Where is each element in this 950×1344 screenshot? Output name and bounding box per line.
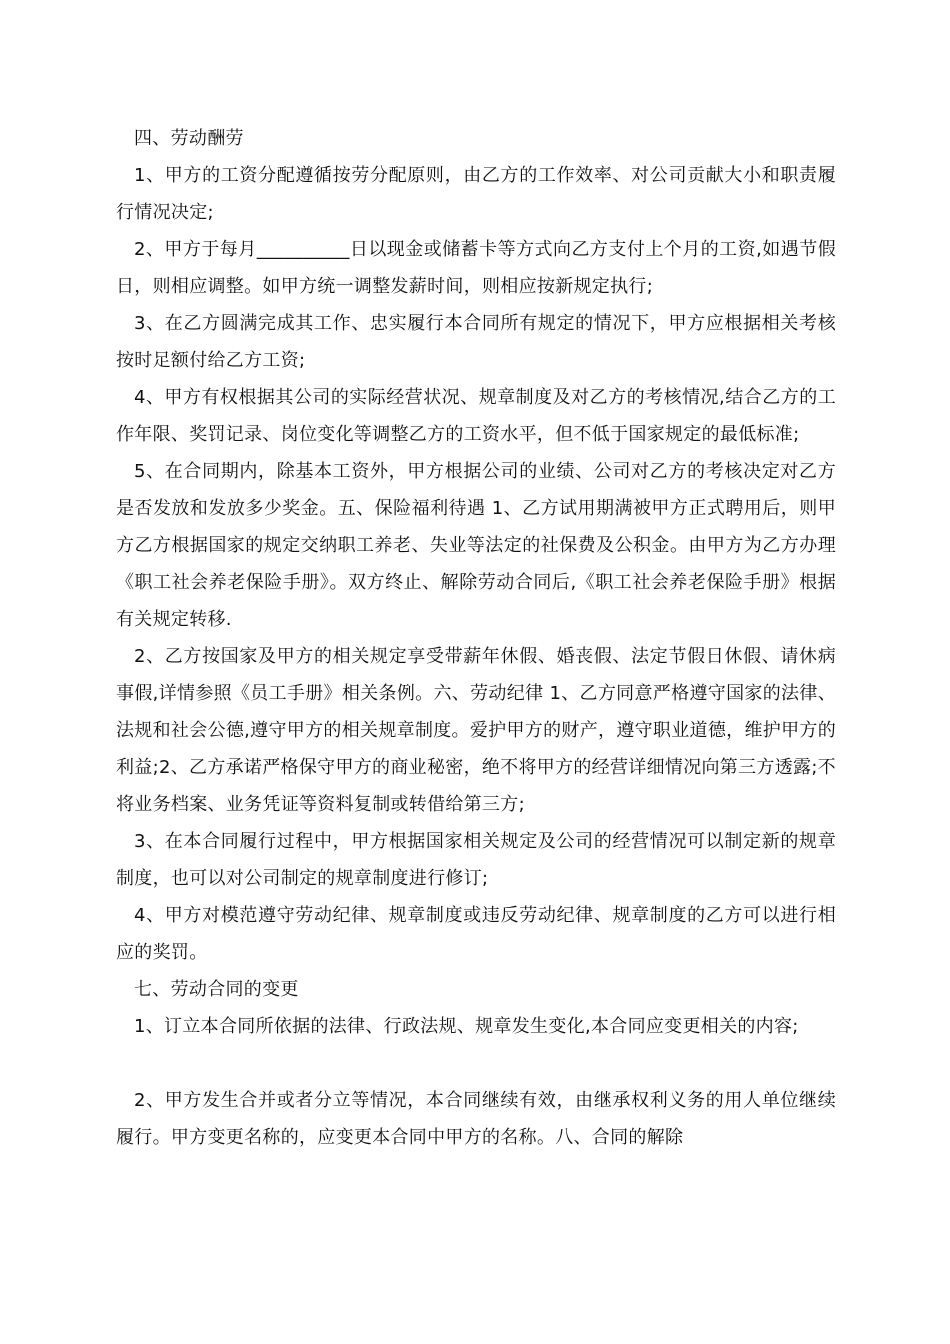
paragraph-discipline-3: 3、在本合同履行过程中，甲方根据国家相关规定及公司的经营情况可以制定新的规章制度，也可以对公司制定的规章制度进行修订; <box>116 831 836 889</box>
paragraph-pay-2: 2、甲方于每月__________日以现金或储蓄卡等方式向乙方支付上个月的工资,如遇节假日，则相应调整。如甲方统一调整发薪时间，则相应按新规定执行; <box>116 239 836 297</box>
paragraph-pay-4: 4、甲方有权根据其公司的实际经营状况、规章制度及对乙方的考核情况,结合乙方的工作年限、奖罚记录、岗位变化等调整乙方的工资水平，但不低于国家规定的最低标准; <box>116 387 836 445</box>
paragraph-change-1: 1、订立本合同所依据的法律、行政法规、规章发生变化,本合同应变更相关的内容; <box>134 1016 799 1037</box>
paragraph-pay-5: 5、在合同期内，除基本工资外，甲方根据公司的业绩、公司对乙方的考核决定对乙方是否发放和发放多少奖金。五、保险福利待遇 1、乙方试用期满被甲方正式聘用后，则甲方乙方根据国家的规定交纳职工养老、失业等法定的社保费及公积金。由甲方为乙方办理《职工社会养老保险手册》。双方终止、解除劳动合同后,《职工社会养老保险手册》根据有关规定转移. <box>116 461 836 630</box>
blank-line <box>116 1045 836 1082</box>
section-heading-pay: 四、劳动酬劳 <box>134 128 244 149</box>
paragraph-discipline-4: 4、甲方对模范遵守劳动纪律、规章制度或违反劳动纪律、规章制度的乙方可以进行相应的奖罚。 <box>116 905 836 963</box>
paragraph-change-2: 2、甲方发生合并或者分立等情况，本合同继续有效，由继承权利义务的用人单位继续履行。甲方变更名称的，应变更本合同中甲方的名称。八、合同的解除 <box>116 1090 836 1148</box>
paragraph-pay-1: 1、甲方的工资分配遵循按劳分配原则，由乙方的工作效率、对公司贡献大小和职责履行情况决定; <box>116 165 836 223</box>
paragraph-pay-3: 3、在乙方圆满完成其工作、忠实履行本合同所有规定的情况下，甲方应根据相关考核按时足额付给乙方工资; <box>116 313 836 371</box>
paragraph-welfare-2: 2、乙方按国家及甲方的相关规定享受带薪年休假、婚丧假、法定节假日休假、请休病事假,详情参照《员工手册》相关条例。六、劳动纪律 1、乙方同意严格遵守国家的法律、法规和社会公德,遵守甲方的相关规章制度。爱护甲方的财产，遵守职业道德，维护甲方的利益;2、乙方承诺严格保守甲方的商业秘密，绝不将甲方的经营详细情况向第三方透露;不将业务档案、业务凭证等资料复制或转借给第三方; <box>116 646 836 815</box>
section-heading-change: 七、劳动合同的变更 <box>134 979 299 1000</box>
document-body <box>116 120 836 1156</box>
